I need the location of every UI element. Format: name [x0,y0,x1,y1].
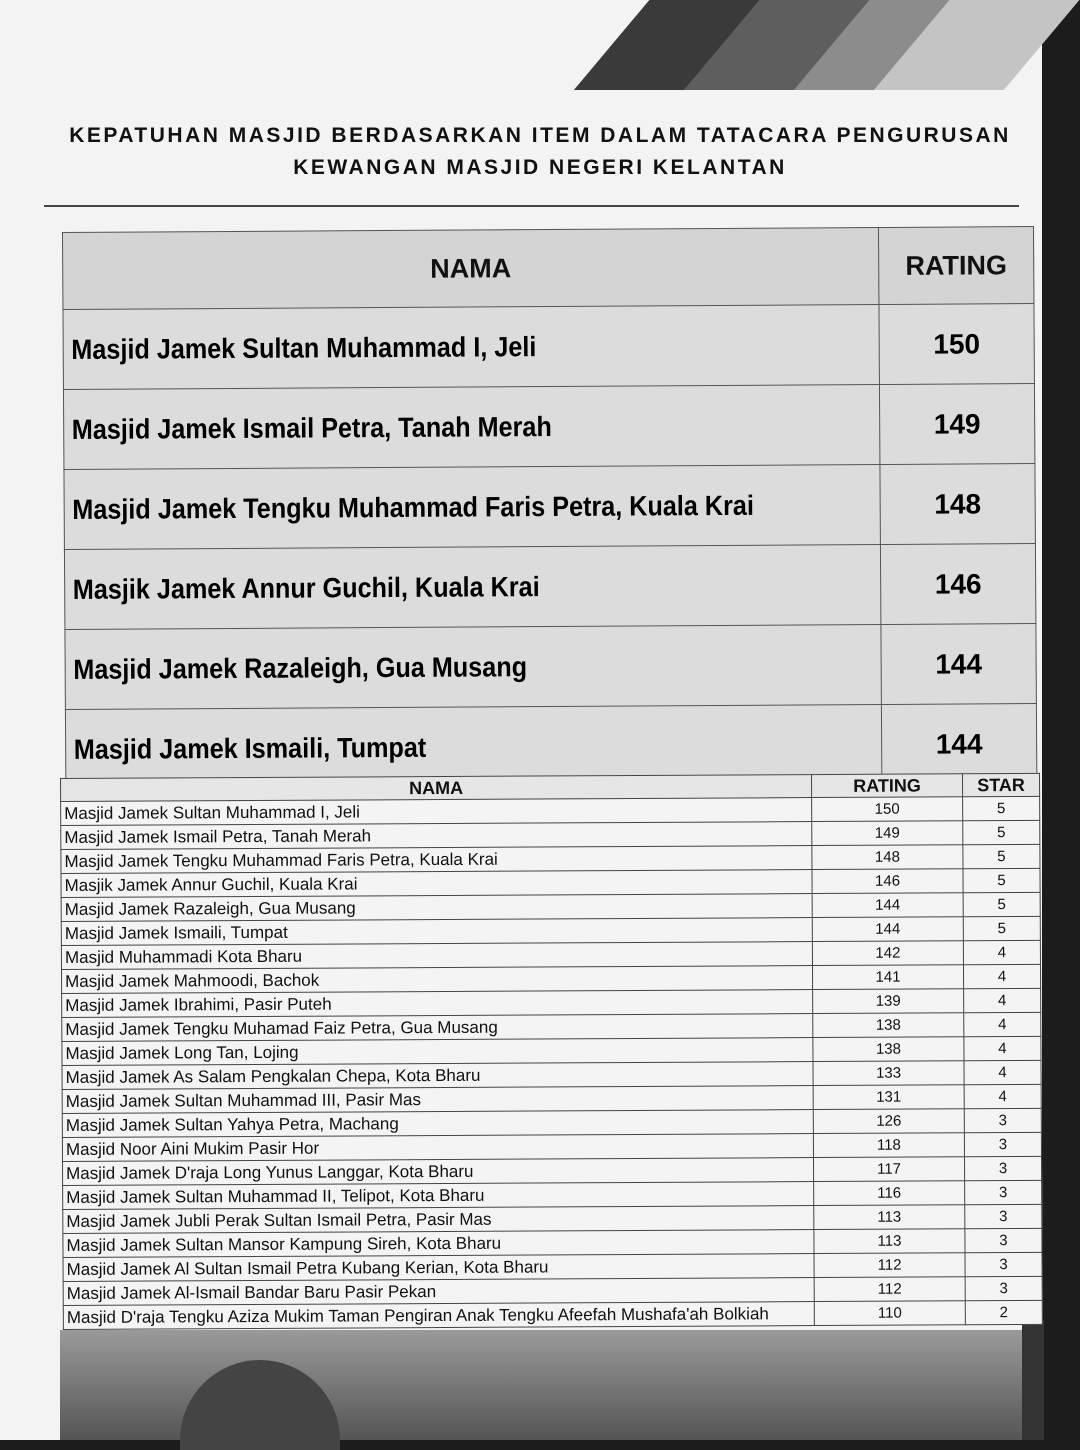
mosque-name: Masjid Jamek Ismail Petra, Tanah Merah [61,822,812,850]
mosque-star: 4 [964,1084,1041,1108]
mosque-name: Masjid Jamek Long Tan, Lojing [62,1038,813,1066]
mosque-name: Masjid Jamek Al Sultan Ismail Petra Kubang Kerian, Kota Bharu [63,1254,814,1282]
mosque-name: Masjid Jamek Sultan Mansor Kampung Sireh, Kota Bharu [63,1230,814,1258]
mosque-star: 5 [963,796,1040,820]
mosque-rating: 144 [812,893,963,918]
top-table-header-rating: RATING [878,227,1033,305]
mosque-star: 4 [964,988,1041,1012]
mosque-rating: 142 [812,941,963,966]
mosque-star: 5 [963,844,1040,868]
full-table-header-name: NAMA [61,775,812,802]
mosque-star: 3 [964,1156,1041,1180]
mosque-rating: 138 [813,1013,964,1038]
mosque-rating: 116 [814,1181,965,1206]
mosque-name: Masjid Jamek Sultan Muhammad III, Pasir Mas [62,1086,813,1114]
mosque-star: 2 [965,1300,1042,1324]
mosque-star: 3 [965,1180,1042,1204]
mosque-name: Masjid Jamek Tengku Muhamad Faiz Petra, Gua Musang [62,1014,813,1042]
mosque-rating: 138 [813,1037,964,1062]
mosque-star: 5 [963,916,1040,940]
table-row [64,544,1035,630]
mosque-rating: 144 [812,917,963,942]
mosque-name: Masjid Muhammadi Kota Bharu [61,942,812,970]
top-table-header-row [63,227,1034,310]
mosque-rating: 117 [813,1157,964,1182]
mosque-star: 5 [963,820,1040,844]
mosque-star: 4 [963,964,1040,988]
mosque-rating: 148 [880,464,1035,545]
full-table-header-rating: RATING [811,774,962,798]
mosque-name: Masjid Jamek Sultan Yahya Petra, Machang [62,1110,813,1138]
mosque-name: Masjik Jamek Annur Guchil, Kuala Krai [61,870,812,898]
mosque-rating: 113 [814,1205,965,1230]
mosque-name: Masjid Jamek Al-Ismail Bandar Baru Pasir Pekan [63,1278,814,1306]
mosque-star: 3 [965,1276,1042,1300]
mosque-rating: 112 [814,1253,965,1278]
mosque-star: 4 [964,1060,1041,1084]
mosque-name: Masjid Jamek Mahmoodi, Bachok [62,966,813,994]
table-row [63,1300,1042,1329]
mosque-rating: 141 [812,965,963,990]
mosque-rating: 110 [814,1301,965,1326]
mosque-star: 3 [965,1252,1042,1276]
mosque-rating: 148 [812,845,963,870]
mosque-name: Masjid Jamek Sultan Muhammad II, Telipot, Kota Bharu [63,1182,814,1210]
mosque-name: Masjid Jamek Tengku Muhammad Faris Petra, Kuala Krai [64,465,799,549]
table-row [63,384,1034,470]
table-row [65,624,1036,710]
mosque-name: Masjid Jamek Tengku Muhammad Faris Petra, Kuala Krai [61,846,812,874]
mosque-rating: 150 [879,304,1034,385]
mosque-star: 4 [964,1036,1041,1060]
mosque-name: Masjid Jamek Ismaili, Tumpat [61,918,812,946]
mosque-star: 3 [964,1132,1041,1156]
mosque-rating: 144 [881,624,1036,705]
page-title: KEPATUHAN MASJID BERDASARKAN ITEM DALAM TATACARA PENGURUSAN KEWANGAN MASJID NEGERI KELANTAN [69,124,1011,179]
mosque-rating: 133 [813,1061,964,1086]
full-ranking-table [60,773,1043,1330]
mosque-star: 4 [963,940,1040,964]
mosque-rating: 146 [812,869,963,894]
mosque-name: Masjid Jamek Jubli Perak Sultan Ismail Petra, Pasir Mas [63,1206,814,1234]
mosque-rating: 146 [880,544,1035,625]
table-row [64,464,1035,550]
mosque-star: 5 [963,868,1040,892]
mosque-name: Masjid D'raja Tengku Aziza Mukim Taman Pengiran Anak Tengku Afeefah Mushafa'ah Bolkiah [63,1302,814,1330]
mosque-rating: 144 [881,704,1036,785]
mosque-name: Masjid Jamek Razaleigh, Gua Musang [61,894,812,922]
mosque-rating: 113 [814,1229,965,1254]
mosque-rating: 126 [813,1109,964,1134]
top-ranking-table [62,226,1037,790]
mosque-name: Masjid Noor Aini Mukim Pasir Hor [62,1134,813,1162]
mosque-rating: 112 [814,1277,965,1302]
mosque-name: Masjid Jamek Razaleigh, Gua Musang [65,625,800,709]
full-table-header-star: STAR [962,773,1039,796]
mosque-name: Masjik Jamek Annur Guchil, Kuala Krai [64,545,799,629]
mosque-rating: 131 [813,1085,964,1110]
mosque-star: 3 [965,1228,1042,1252]
mosque-rating: 139 [813,989,964,1014]
mosque-name: Masjid Jamek Ismail Petra, Tanah Merah [63,385,798,469]
mosque-star: 3 [964,1108,1041,1132]
mosque-name: Masjid Jamek Ibrahimi, Pasir Puteh [62,990,813,1018]
mosque-star: 4 [964,1012,1041,1036]
mosque-star: 5 [963,892,1040,916]
mosque-rating: 118 [813,1133,964,1158]
mosque-rating: 149 [812,821,963,846]
mosque-name: Masjid Jamek Sultan Muhammad I, Jeli [61,798,812,826]
title-divider [44,205,1019,207]
mosque-name: Masjid Jamek As Salam Pengkalan Chepa, Kota Bharu [62,1062,813,1090]
table-row [63,304,1034,390]
mosque-rating: 149 [879,384,1034,465]
mosque-name: Masjid Jamek Sultan Muhammad I, Jeli [63,305,798,389]
mosque-name: Masjid Jamek Ismaili, Tumpat [65,705,800,789]
mosque-rating: 150 [812,797,963,822]
mosque-name: Masjid Jamek D'raja Long Yunus Langgar, Kota Bharu [63,1158,814,1186]
minaret-silhouette [1022,1320,1044,1440]
top-table-header-name: NAMA [63,228,879,310]
mosque-star: 3 [965,1204,1042,1228]
